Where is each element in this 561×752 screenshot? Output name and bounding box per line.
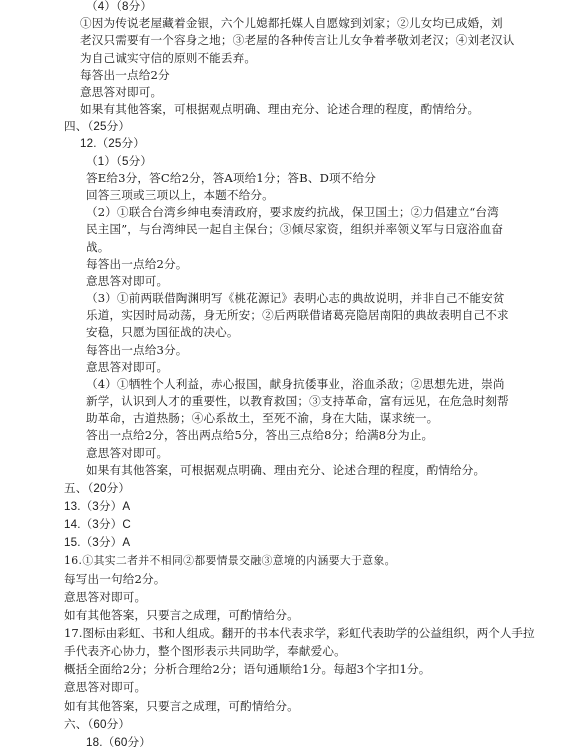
q17-meaning-note: 意思答对即可。 [64, 680, 147, 695]
q12-part-3-line-1: （3）①前两联借陶渊明写《桃花源记》表明心志的典故说明，并非自己不能安贫 [86, 291, 505, 306]
question-14-answer: 14.（3分）C [64, 518, 131, 532]
q12-part-2-meaning-note: 意思答对即可。 [86, 273, 169, 288]
q12-part-1-header: （1）（5分） [86, 154, 153, 168]
q12-part-4-line-1: （4）①牺牲个人利益，赤心报国，献身抗倭事业，浴血杀敌；②思想先进，崇尚 [86, 376, 505, 391]
q12-part-4-scoring: 答出一点给2分，答出两点给5分，答出三点给8分；给满8分为止。 [86, 428, 434, 443]
section-6-header: 六、（60分） [64, 717, 131, 731]
q12-part-1-rule: 回答三项或三项以上，本题不给分。 [86, 188, 274, 203]
q12-other-answers-note: 如果有其他答案，可根据观点明确、理由充分、论述合理的程度，酌情给分。 [86, 462, 486, 477]
question-16-answer: 16.①其实二者并不相同②都要情景交融③意境的内涵要大于意象。 [64, 554, 396, 568]
q4-answer-line-2: 老汉只需要有一个容身之地；③老屋的各种传言让儿女争着孝敬刘老汉；④刘老汉认 [80, 33, 515, 48]
q12-part-2-line-3: 战。 [86, 239, 110, 254]
question-13-answer: 13.（3分）A [64, 500, 131, 514]
q12-part-4-line-3: 助革命，古道热肠；④心系故土，至死不渝，身在大陆，谋求统一。 [86, 411, 439, 426]
q12-part-1-scoring: 答E给3分，答C给2分，答A项给1分；答B、D项不给分 [86, 170, 376, 185]
q16-scoring: 每写出一句给2分。 [64, 571, 166, 586]
question-12-header: 12.（25分） [80, 137, 145, 151]
q16-meaning-note: 意思答对即可。 [64, 589, 147, 604]
q17-other-answers-note: 如有其他答案，只要言之成理，可酌情给分。 [64, 698, 299, 713]
q12-part-2-line-2: 民主国”，与台湾绅民一起自主保台；③倾尽家资，组织并率领义军与日寇浴血奋 [86, 222, 504, 237]
q12-part-2-scoring: 每答出一点给2分。 [86, 256, 188, 271]
question-15-answer: 15.（3分）A [64, 536, 131, 550]
section-4-header: 四、（25分） [64, 120, 131, 134]
q12-part-3-meaning-note: 意思答对即可。 [86, 359, 169, 374]
q4-answer-line-1: ①因为传说老屋藏着金银，六个儿媳都托媒人自愿嫁到刘家；②儿女均已成婚，刘 [80, 16, 503, 31]
q12-part-2-line-1: （2）①联合台湾乡绅电奏清政府，要求废约抗战，保卫国土；②力倡建立“台湾 [86, 205, 499, 220]
question-18-header: 18.（60分） [86, 735, 151, 749]
question-4-header: （4）（8分） [86, 0, 153, 14]
question-17-answer-line-2: 手代表齐心协力，整个图形表示共同助学，奉献爱心。 [64, 644, 346, 659]
section-5-header: 五、（20分） [64, 481, 131, 495]
q12-part-3-line-2: 乐道，实因时局动荡，身无所安；②后两联借诸葛亮隐居南阳的典故表明自己不求 [86, 308, 509, 323]
question-17-answer-line-1: 17.图标由彩虹、书和人组成。翻开的书本代表求学，彩虹代表助学的公益组织，两个人手拉 [64, 626, 535, 640]
q16-other-answers-note: 如有其他答案，只要言之成理，可酌情给分。 [64, 607, 299, 622]
q12-part-3-scoring: 每答出一点给3分。 [86, 342, 188, 357]
q17-scoring: 概括全面给2分；分析合理给2分；语句通顺给1分。每超3个字扣1分。 [64, 662, 431, 677]
q4-scoring-rule: 每答出一点给2分 [80, 67, 170, 82]
q12-part-4-meaning-note: 意思答对即可。 [86, 445, 169, 460]
q12-part-4-line-2: 新学，认识到人才的重要性，以教育救国；③支持革命，富有远见，在危急时刻帮 [86, 394, 509, 409]
q4-other-answers-note: 如果有其他答案，可根据观点明确、理由充分、论述合理的程度，酌情给分。 [80, 102, 480, 117]
q4-meaning-note: 意思答对即可。 [80, 84, 163, 99]
q12-part-3-line-3: 安稳，只愿为国征战的决心。 [86, 325, 239, 340]
q4-answer-line-3: 为自己诚实守信的原则不能丢弃。 [80, 50, 257, 65]
